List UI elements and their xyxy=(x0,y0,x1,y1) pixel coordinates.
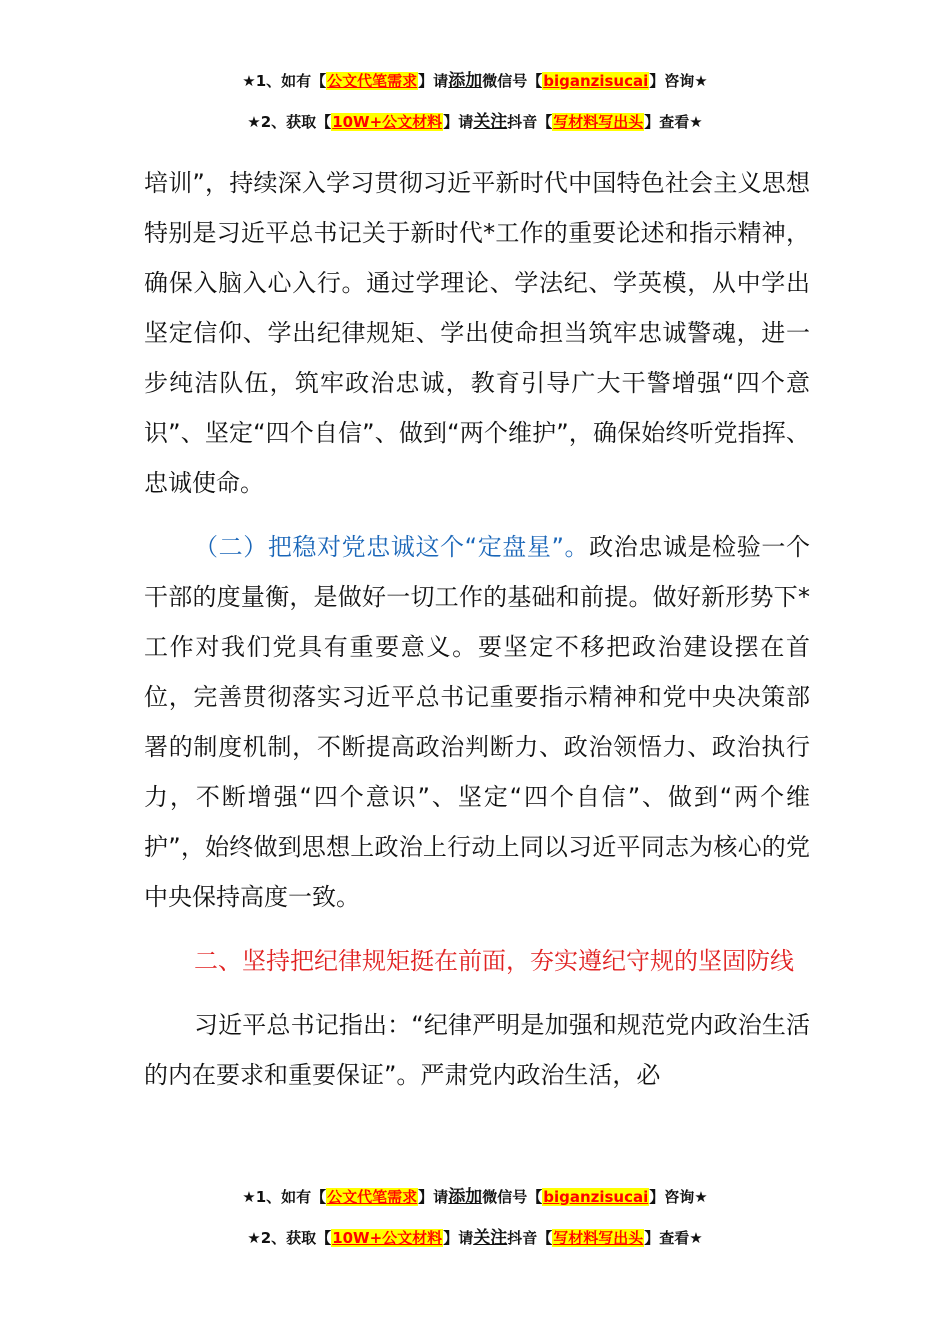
banner-text: 】请 xyxy=(443,113,474,131)
banner-emphasis: 添加 xyxy=(448,71,483,91)
banner-text: 】请 xyxy=(418,1188,449,1206)
banner-text: 微信号【 xyxy=(482,1188,543,1206)
subheading-2: （二）把稳对党忠诚这个“定盘星”。 xyxy=(194,533,590,561)
promo-banner-top-line1 xyxy=(0,70,950,92)
banner-text: 】咨询★ xyxy=(649,1188,708,1206)
section-heading-2: 二、坚持把纪律规矩挺在前面，夯实遵纪守规的坚固防线 xyxy=(194,947,794,975)
highlight-service: 公文代笔需求 xyxy=(327,72,418,90)
banner-text: 】咨询★ xyxy=(649,72,708,90)
banner-text: ★1、如有【 xyxy=(242,72,327,90)
highlight-douyin-account: 写材料写出头 xyxy=(553,1229,644,1247)
promo-banner-bottom-line2 xyxy=(0,1227,950,1249)
highlight-wechat-id: biganzisucai xyxy=(543,72,649,90)
promo-banner-top-line2 xyxy=(0,111,950,133)
paragraph-3: 习近平总书记指出：“纪律严明是加强和规范党内政治生活的内在要求和重要保证”。严肃党内政治生活，必 xyxy=(144,1011,810,1089)
banner-text: 】查看★ xyxy=(644,1229,703,1247)
banner-emphasis: 关注 xyxy=(473,1228,508,1248)
banner-text: 微信号【 xyxy=(482,72,543,90)
highlight-douyin-account: 写材料写出头 xyxy=(553,113,644,131)
paragraph-2-text: 政治忠诚是检验一个干部的度量衡，是做好一切工作的基础和前提。做好新形势下*工作对我们党具有重要意义。要坚定不移把政治建设摆在首位，完善贯彻落实习近平总书记重要指示精神和党中央决策部署的制度机制，不断提高政治判断力、政治领悟力、政治执行力，不断增强“四个意识”、坚定“四个自信”、做到“两个维护”，始终做到思想上政治上行动上同以习近平同志为核心的党中央保持高度一致。 xyxy=(144,533,810,911)
promo-banner-bottom-line1 xyxy=(0,1186,950,1208)
banner-text: 抖音【 xyxy=(507,113,553,131)
banner-text: 】请 xyxy=(443,1229,474,1247)
highlight-materials: 10W+公文材料 xyxy=(332,113,443,131)
paragraph-2 xyxy=(144,522,810,922)
banner-text: 抖音【 xyxy=(507,1229,553,1247)
highlight-materials: 10W+公文材料 xyxy=(332,1229,443,1247)
highlight-wechat-id: biganzisucai xyxy=(543,1188,649,1206)
banner-emphasis: 添加 xyxy=(448,1187,483,1207)
banner-text: 】请 xyxy=(418,72,449,90)
highlight-service: 公文代笔需求 xyxy=(327,1188,418,1206)
body-text xyxy=(144,158,810,1100)
banner-text: 】查看★ xyxy=(644,113,703,131)
paragraph-1: 培训”，持续深入学习贯彻习近平新时代中国特色社会主义思想特别是习近平总书记关于新时代*工作的重要论述和指示精神，确保入脑入心入行。通过学理论、学法纪、学英模，从中学出坚定信仰、学出纪律规矩、学出使命担当筑牢忠诚警魂，进一步纯洁队伍，筑牢政治忠诚，教育引导广大干警增强“四个意识”、坚定“四个自信”、做到“两个维护”，确保始终听党指挥、忠诚使命。 xyxy=(144,169,810,497)
banner-emphasis: 关注 xyxy=(473,112,508,132)
banner-text: ★2、获取【 xyxy=(247,113,332,131)
banner-text: ★2、获取【 xyxy=(247,1229,332,1247)
banner-text: ★1、如有【 xyxy=(242,1188,327,1206)
